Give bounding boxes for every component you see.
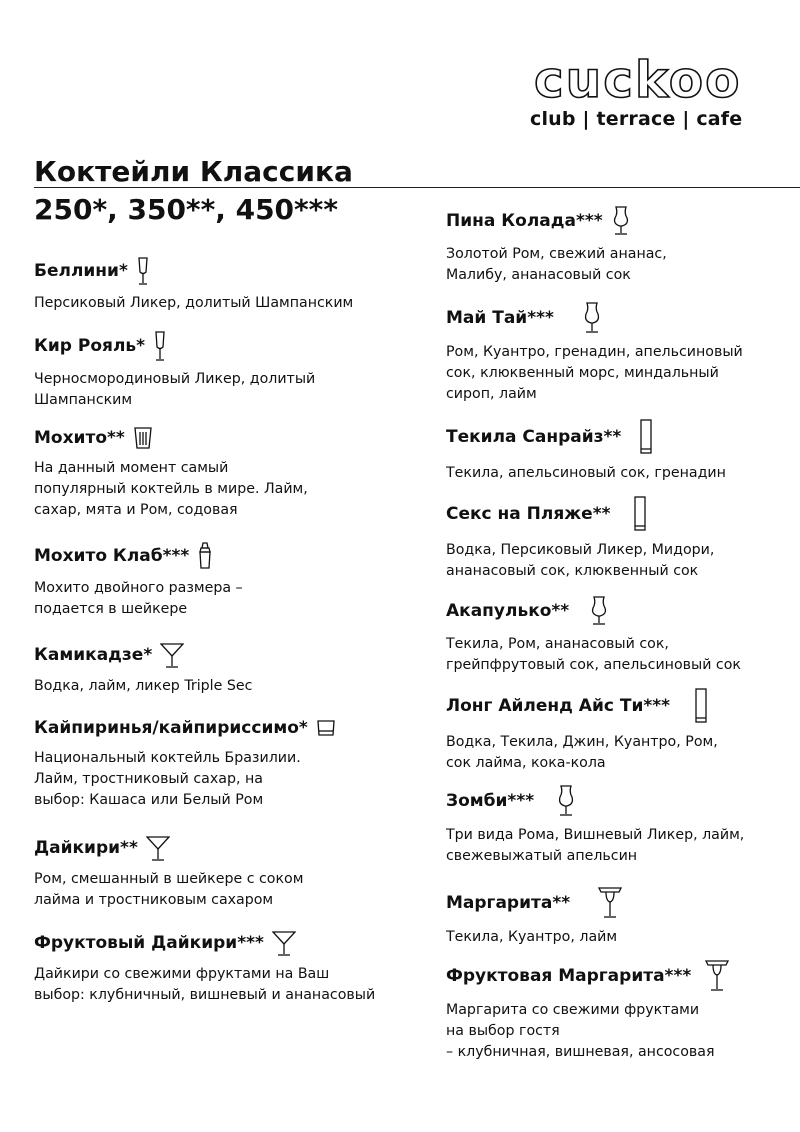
menu-item xyxy=(34,542,414,620)
item-desc-line: сок лайма, кока-кола xyxy=(446,755,606,771)
item-name: Фруктовая Маргарита*** xyxy=(446,966,692,986)
item-desc-line: выбор: Кашаса или Белый Ром xyxy=(34,792,264,808)
item-desc-line: Лайм, тростниковый сахар, на xyxy=(34,771,263,787)
item-desc-line: на выбор гостя xyxy=(446,1023,560,1039)
item-name: Кир Рояль* xyxy=(34,336,146,356)
item-name: Беллини* xyxy=(34,261,128,281)
menu-item xyxy=(446,688,776,774)
title-divider xyxy=(34,187,800,188)
menu-item xyxy=(34,426,414,521)
item-desc-line: Шампанским xyxy=(34,392,133,408)
item-desc-line: выбор: клубничный, вишневый и ананасовый xyxy=(34,987,376,1003)
hurricane-glass-icon xyxy=(611,206,631,236)
menu-item xyxy=(34,331,414,411)
item-desc-line: Текила, Ром, ананасовый сок, xyxy=(446,636,669,652)
price-tiers: 250*, 350**, 450*** xyxy=(34,193,338,226)
item-desc-line: Водка, Текила, Джин, Куантро, Ром, xyxy=(446,734,718,750)
item-desc-line: грейпфрутовый сок, апельсиновый сок xyxy=(446,657,741,673)
item-desc-line: Маргарита со свежими фруктами xyxy=(446,1002,700,1018)
hurricane-glass-icon xyxy=(589,596,609,626)
item-name: Кайпиринья/кайпириссимо* xyxy=(34,718,308,738)
item-desc-line: популярный коктейль в мире. Лайм, xyxy=(34,481,308,497)
menu-item xyxy=(446,419,776,484)
hurricane-glass-icon xyxy=(556,785,576,817)
shaker-icon xyxy=(197,542,213,570)
item-name: Секс на Пляже** xyxy=(446,504,611,524)
item-desc-line: Водка, лайм, ликер Triple Sec xyxy=(34,678,253,694)
collins-glass-icon xyxy=(633,496,647,532)
item-name: Мохито Клаб*** xyxy=(34,546,190,566)
item-name: Лонг Айленд Айс Ти*** xyxy=(446,696,671,716)
item-desc-line: Дайкири со свежими фруктами на Ваш xyxy=(34,966,330,982)
item-desc-line: ананасовый сок, клюквенный сок xyxy=(446,563,699,579)
collins-glass-icon xyxy=(694,688,708,724)
item-desc-line: Водка, Персиковый Ликер, Мидори, xyxy=(446,542,715,558)
menu-item xyxy=(34,257,414,314)
menu-item xyxy=(446,496,776,582)
item-desc-line: Малибу, ананасовый сок xyxy=(446,267,631,283)
item-desc-line: Золотой Ром, свежий ананас, xyxy=(446,246,667,262)
menu-item xyxy=(34,930,414,1006)
item-name: Маргарита** xyxy=(446,893,571,913)
menu-item xyxy=(446,960,776,1063)
menu-item xyxy=(446,302,776,405)
martini-glass-icon xyxy=(146,835,170,861)
martini-glass-icon xyxy=(160,642,184,668)
item-desc-line: Мохито двойного размера – xyxy=(34,580,243,596)
item-name: Текила Санрайз** xyxy=(446,427,622,447)
item-name: Зомби*** xyxy=(446,791,535,811)
item-desc-line: Персиковый Ликер, долитый Шампанским xyxy=(34,295,354,311)
hurricane-glass-icon xyxy=(582,302,602,334)
item-desc-line: Ром, смешанный в шейкере с соком xyxy=(34,871,304,887)
item-desc-line: лайма и тростниковым сахаром xyxy=(34,892,274,908)
margarita-glass-icon xyxy=(598,887,622,919)
collins-glass-icon xyxy=(639,419,653,455)
item-desc-line: Три вида Рома, Вишневый Ликер, лайм, xyxy=(446,827,745,843)
item-name: Май Тай*** xyxy=(446,308,554,328)
item-desc-line: сироп, лайм xyxy=(446,386,537,402)
item-desc-line: сок, клюквенный морс, миндальный xyxy=(446,365,719,381)
rocks-glass-icon xyxy=(316,719,336,737)
item-desc-line: – клубничная, вишневая, ансосовая xyxy=(446,1044,715,1060)
item-desc-line: Черносмородиновый Ликер, долитый xyxy=(34,371,316,387)
item-desc-line: Текила, Куантро, лайм xyxy=(446,929,618,945)
champagne-flute-icon xyxy=(153,331,167,361)
menu-item xyxy=(446,206,776,286)
highball-glass-icon xyxy=(133,426,153,450)
item-name: Акапулько** xyxy=(446,601,570,621)
item-desc-line: подается в шейкере xyxy=(34,601,188,617)
logo-tagline: club | terrace | cafe xyxy=(530,108,743,130)
menu-item xyxy=(34,835,414,911)
brand-logo xyxy=(530,51,746,130)
menu-item xyxy=(446,785,776,867)
logo-wordmark: cuckoo xyxy=(534,51,742,109)
martini-glass-icon xyxy=(272,930,296,956)
item-desc-line: Текила, апельсиновый сок, гренадин xyxy=(446,465,726,481)
item-name: Мохито** xyxy=(34,428,125,448)
menu-item xyxy=(34,642,414,697)
page-title: Коктейли Классика xyxy=(34,155,353,188)
item-desc-line: Национальный коктейль Бразилии. xyxy=(34,750,301,766)
menu-item xyxy=(34,716,414,811)
item-desc-line: свежевыжатый апельсин xyxy=(446,848,638,864)
item-desc-line: сахар, мята и Ром, содовая xyxy=(34,502,238,518)
item-name: Пина Колада*** xyxy=(446,211,603,231)
item-name: Фруктовый Дайкири*** xyxy=(34,933,264,953)
menu-item xyxy=(446,887,776,948)
item-desc-line: На данный момент самый xyxy=(34,460,229,476)
margarita-glass-icon xyxy=(705,960,729,992)
champagne-flute-icon xyxy=(136,257,150,285)
item-desc-line: Ром, Куантро, гренадин, апельсиновый xyxy=(446,344,743,360)
item-name: Дайкири** xyxy=(34,838,138,858)
item-name: Камикадзе* xyxy=(34,645,153,665)
menu-item xyxy=(446,596,776,676)
